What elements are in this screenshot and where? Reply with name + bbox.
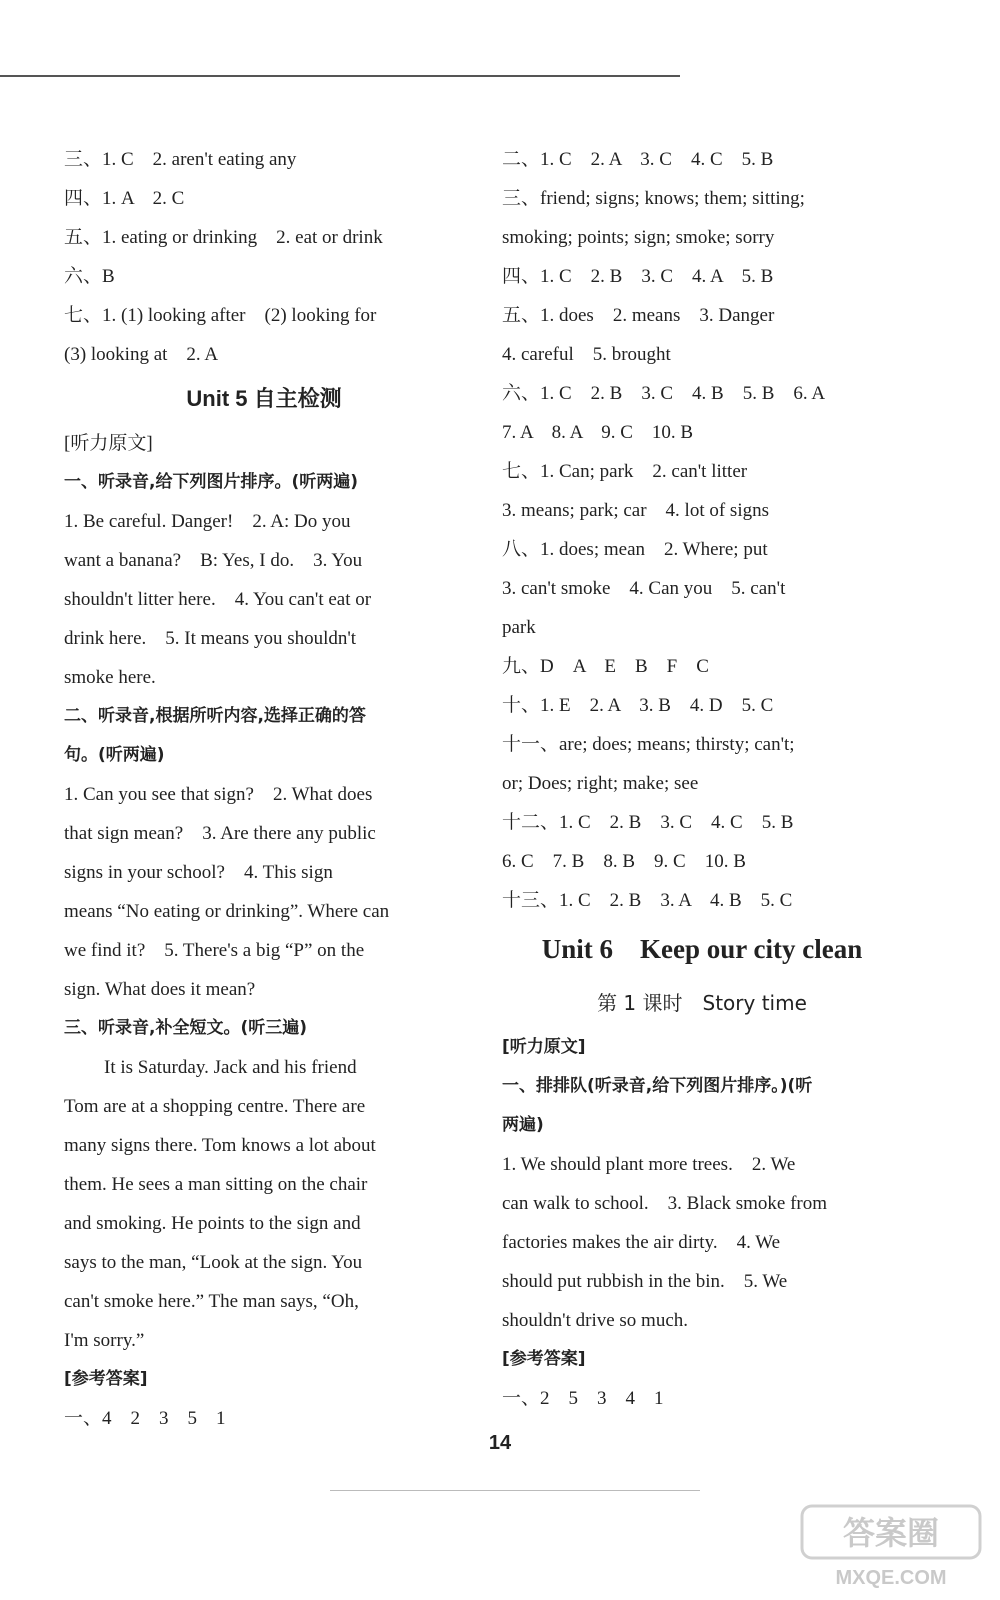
left-column-line: [参考答案] (64, 1369, 148, 1389)
left-column-line: sign. What does it mean? (64, 979, 256, 1000)
left-column-line: Tom are at a shopping centre. There are (64, 1096, 366, 1117)
left-column-line: signs in your school? 4. This sign (64, 862, 333, 883)
header-rule (0, 75, 680, 77)
left-column-line: 一、4 2 3 5 1 (64, 1408, 226, 1429)
left-column-line: can't smoke here.” The man says, “Oh, (64, 1291, 359, 1312)
right-column-line: 十二、1. C 2. B 3. C 4. C 5. B (502, 812, 794, 833)
left-column-line: 四、1. A 2. C (64, 188, 185, 209)
left-column-line: 三、1. C 2. aren't eating any (64, 149, 297, 170)
right-column-line: or; Does; right; make; see (502, 773, 699, 794)
left-column-line: It is Saturday. Jack and his friend (104, 1057, 357, 1078)
right-column-line: can walk to school. 3. Black smoke from (502, 1193, 828, 1214)
left-column-line: (3) looking at 2. A (64, 344, 219, 365)
left-column-line: I'm sorry.” (64, 1330, 145, 1351)
right-column-line: 二、1. C 2. A 3. C 4. C 5. B (502, 149, 774, 170)
left-column-line: 二、听录音,根据所听内容,选择正确的答 (64, 706, 366, 726)
right-column-line: 十一、are; does; means; thirsty; can't; (502, 734, 795, 755)
right-column-line: 八、1. does; mean 2. Where; put (502, 539, 768, 560)
left-column-line: 七、1. (1) looking after (2) looking for (64, 305, 377, 326)
right-column-line: 两遍) (502, 1115, 544, 1135)
left-column-line: want a banana? B: Yes, I do. 3. You (64, 550, 363, 571)
right-column-line: smoking; points; sign; smoke; sorry (502, 227, 775, 248)
right-column-line: 1. We should plant more trees. 2. We (502, 1154, 796, 1175)
right-column-line: 十、1. E 2. A 3. B 4. D 5. C (502, 695, 774, 716)
right-column-line: should put rubbish in the bin. 5. We (502, 1271, 788, 1292)
left-column-line: drink here. 5. It means you shouldn't (64, 628, 357, 649)
right-column-line: 六、1. C 2. B 3. C 4. B 5. B 6. A (502, 383, 826, 404)
svg-text:答案圈: 答案圈 (842, 1514, 940, 1552)
footer-rule (330, 1490, 700, 1491)
right-column-line: 6. C 7. B 8. B 9. C 10. B (502, 851, 746, 872)
left-column-line: means “No eating or drinking”. Where can (64, 901, 390, 922)
right-column-line: 四、1. C 2. B 3. C 4. A 5. B (502, 266, 774, 287)
right-column-line: Unit 6 Keep our city clean (541, 934, 863, 964)
right-column-line: 3. can't smoke 4. Can you 5. can't (502, 578, 786, 599)
left-column-line: 三、听录音,补全短文。(听三遍) (64, 1018, 307, 1038)
right-column-line: shouldn't drive so much. (502, 1310, 689, 1331)
left-column-line: many signs there. Tom knows a lot about (64, 1135, 376, 1156)
left-column-line: 1. Be careful. Danger! 2. A: Do you (64, 511, 351, 532)
left-column-line: 五、1. eating or drinking 2. eat or drink (64, 227, 383, 248)
watermark-logo (796, 1500, 986, 1592)
left-column-line: and smoking. He points to the sign and (64, 1213, 361, 1234)
left-column-line: we find it? 5. There's a big “P” on the (64, 940, 365, 961)
right-column-line: 五、1. does 2. means 3. Danger (502, 305, 775, 326)
left-column-line: 1. Can you see that sign? 2. What does (64, 784, 373, 805)
left-column-line: [听力原文] (64, 433, 153, 454)
right-column-line: 一、2 5 3 4 1 (502, 1388, 664, 1409)
left-column (64, 140, 464, 1438)
right-column-line: [听力原文] (502, 1037, 586, 1057)
left-column-line: smoke here. (64, 667, 156, 688)
right-column-line: park (502, 617, 536, 638)
left-column-line: them. He sees a man sitting on the chair (64, 1174, 368, 1195)
right-column-line: 一、排排队(听录音,给下列图片排序。)(听 (502, 1076, 813, 1096)
right-column-line: 七、1. Can; park 2. can't litter (502, 461, 748, 482)
right-column-line: 九、D A E B F C (502, 656, 709, 677)
right-column-line: 十三、1. C 2. B 3. A 4. B 5. C (502, 890, 793, 911)
left-column-line: 一、听录音,给下列图片排序。(听两遍) (64, 472, 358, 492)
left-column-line: 六、B (64, 266, 115, 287)
left-column-line: says to the man, “Look at the sign. You (64, 1252, 363, 1273)
right-column-line: [参考答案] (502, 1349, 586, 1369)
right-column-line: 第 1 课时 Story time (597, 991, 807, 1015)
left-column-line: 句。(听两遍) (64, 745, 165, 765)
left-column-line: that sign mean? 3. Are there any public (64, 823, 376, 844)
left-column-line: shouldn't litter here. 4. You can't eat or (64, 589, 372, 610)
right-column-line: 三、friend; signs; knows; them; sitting; (502, 188, 805, 209)
right-column-line: 7. A 8. A 9. C 10. B (502, 422, 694, 443)
left-column-line: Unit 5 自主检测 (186, 386, 342, 411)
right-column-line: 3. means; park; car 4. lot of signs (502, 500, 770, 521)
right-column (502, 140, 902, 1418)
right-column-line: factories makes the air dirty. 4. We (502, 1232, 781, 1253)
svg-text:MXQE.COM: MXQE.COM (835, 1567, 947, 1589)
page-number: 14 (488, 1432, 512, 1454)
right-column-line: 4. careful 5. brought (502, 344, 671, 365)
